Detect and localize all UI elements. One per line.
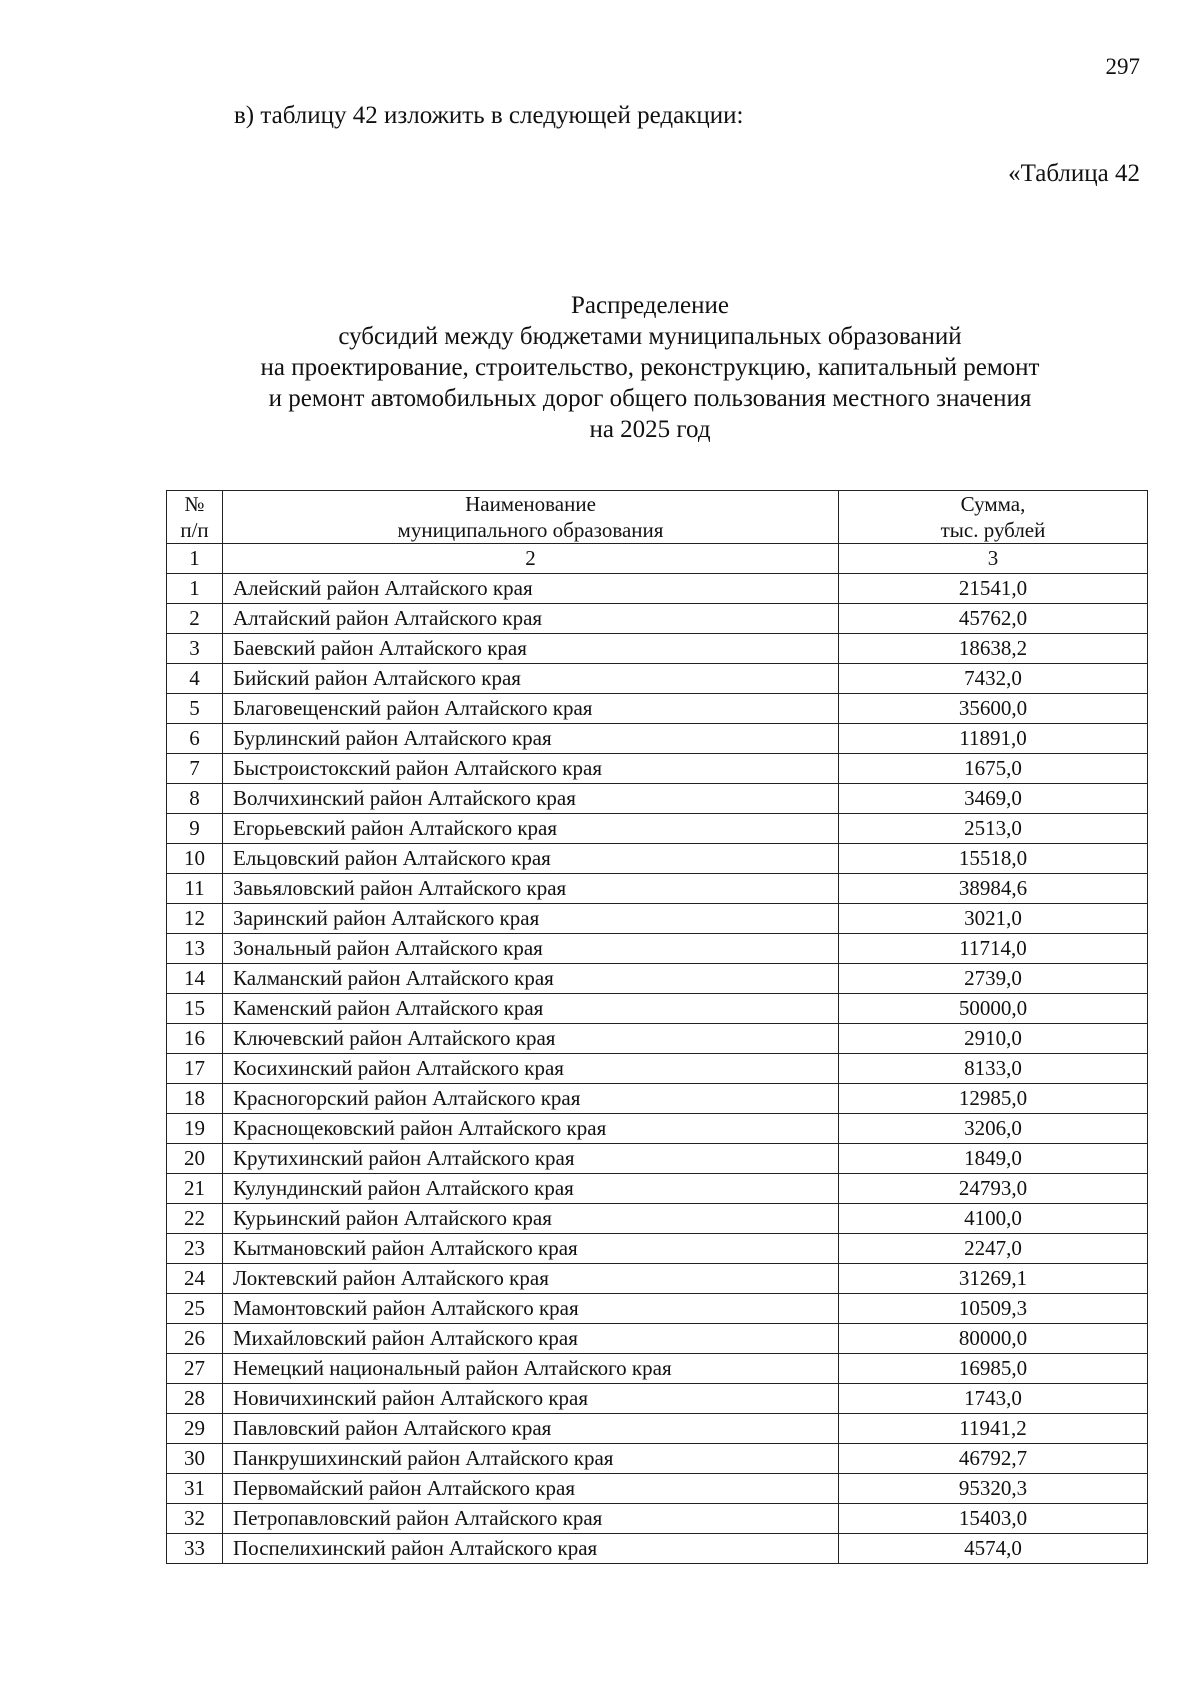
table-header xyxy=(167,491,1148,574)
table-row xyxy=(167,1354,1148,1384)
table-row xyxy=(167,934,1148,964)
column-number: 3 xyxy=(839,544,1148,574)
table-row xyxy=(167,1504,1148,1534)
municipality-name-cell: Зональный район Алтайского края xyxy=(223,934,839,964)
row-number-cell: 30 xyxy=(167,1444,223,1474)
row-number-cell: 29 xyxy=(167,1414,223,1444)
table-reference: «Таблица 42 xyxy=(1008,160,1140,187)
subsidy-amount-cell: 38984,6 xyxy=(839,874,1148,904)
page-number: 297 xyxy=(1105,54,1140,79)
municipality-name-cell: Благовещенский район Алтайского края xyxy=(223,694,839,724)
municipality-name-cell: Бурлинский район Алтайского края xyxy=(223,724,839,754)
municipality-name-cell: Баевский район Алтайского края xyxy=(223,634,839,664)
header-num-line: № xyxy=(184,492,205,516)
header-name xyxy=(223,491,839,544)
row-number-cell: 20 xyxy=(167,1144,223,1174)
subsidy-amount-cell: 11891,0 xyxy=(839,724,1148,754)
table-row xyxy=(167,994,1148,1024)
row-number-cell: 10 xyxy=(167,844,223,874)
table-row xyxy=(167,1324,1148,1354)
row-number-cell: 18 xyxy=(167,1084,223,1114)
table-row xyxy=(167,874,1148,904)
row-number-cell: 9 xyxy=(167,814,223,844)
subsidy-amount-cell: 31269,1 xyxy=(839,1264,1148,1294)
municipality-name-cell: Красногорский район Алтайского края xyxy=(223,1084,839,1114)
subsidy-amount-cell: 50000,0 xyxy=(839,994,1148,1024)
subsidy-amount-cell: 2247,0 xyxy=(839,1234,1148,1264)
header-sum-line: Сумма, xyxy=(960,492,1026,516)
subsidy-amount-cell: 21541,0 xyxy=(839,574,1148,604)
table-row xyxy=(167,1084,1148,1114)
row-number-cell: 8 xyxy=(167,784,223,814)
municipality-name-cell: Крутихинский район Алтайского края xyxy=(223,1144,839,1174)
subsidy-amount-cell: 10509,3 xyxy=(839,1294,1148,1324)
subsidy-amount-cell: 12985,0 xyxy=(839,1084,1148,1114)
table-row xyxy=(167,1414,1148,1444)
table-row xyxy=(167,784,1148,814)
table-row xyxy=(167,754,1148,784)
table-row xyxy=(167,1114,1148,1144)
header-name-line: муниципального образования xyxy=(397,518,664,542)
row-number-cell: 24 xyxy=(167,1264,223,1294)
table-row xyxy=(167,574,1148,604)
subsidy-amount-cell: 15403,0 xyxy=(839,1504,1148,1534)
header-num xyxy=(167,491,223,544)
subsidy-amount-cell: 4100,0 xyxy=(839,1204,1148,1234)
row-number-cell: 25 xyxy=(167,1294,223,1324)
title-line: Распределение xyxy=(571,292,729,319)
municipality-name-cell: Косихинский район Алтайского края xyxy=(223,1054,839,1084)
row-number-cell: 31 xyxy=(167,1474,223,1504)
table-title xyxy=(166,290,1134,445)
subsidy-amount-cell: 4574,0 xyxy=(839,1534,1148,1564)
subsidy-amount-cell: 3469,0 xyxy=(839,784,1148,814)
row-number-cell: 14 xyxy=(167,964,223,994)
subsidy-amount-cell: 3206,0 xyxy=(839,1114,1148,1144)
subsidy-amount-cell: 2910,0 xyxy=(839,1024,1148,1054)
title-line: на проектирование, строительство, реконструкцию, капитальный ремонт xyxy=(260,354,1040,381)
title-line: субсидий между бюджетами муниципальных образований xyxy=(338,323,962,350)
table-row xyxy=(167,634,1148,664)
municipality-name-cell: Мамонтовский район Алтайского края xyxy=(223,1294,839,1324)
subsidy-amount-cell: 18638,2 xyxy=(839,634,1148,664)
table-row xyxy=(167,1174,1148,1204)
row-number-cell: 5 xyxy=(167,694,223,724)
row-number-cell: 27 xyxy=(167,1354,223,1384)
row-number-cell: 16 xyxy=(167,1024,223,1054)
column-number: 2 xyxy=(223,544,839,574)
subsidy-amount-cell: 95320,3 xyxy=(839,1474,1148,1504)
row-number-cell: 28 xyxy=(167,1384,223,1414)
table-row xyxy=(167,1534,1148,1564)
row-number-cell: 15 xyxy=(167,994,223,1024)
subsidy-amount-cell: 2513,0 xyxy=(839,814,1148,844)
municipality-name-cell: Курьинский район Алтайского края xyxy=(223,1204,839,1234)
municipality-name-cell: Панкрушихинский район Алтайского края xyxy=(223,1444,839,1474)
header-sum xyxy=(839,491,1148,544)
subsidy-amount-cell: 24793,0 xyxy=(839,1174,1148,1204)
table-row xyxy=(167,964,1148,994)
municipality-name-cell: Алейский район Алтайского края xyxy=(223,574,839,604)
row-number-cell: 4 xyxy=(167,664,223,694)
subsidy-amount-cell: 45762,0 xyxy=(839,604,1148,634)
row-number-cell: 13 xyxy=(167,934,223,964)
header-sum-line: тыс. рублей xyxy=(940,518,1046,542)
table-row xyxy=(167,664,1148,694)
row-number-cell: 33 xyxy=(167,1534,223,1564)
row-number-cell: 1 xyxy=(167,574,223,604)
municipality-name-cell: Локтевский район Алтайского края xyxy=(223,1264,839,1294)
subsidy-amount-cell: 2739,0 xyxy=(839,964,1148,994)
municipality-name-cell: Поспелихинский район Алтайского края xyxy=(223,1534,839,1564)
subsidy-amount-cell: 35600,0 xyxy=(839,694,1148,724)
table-row xyxy=(167,1264,1148,1294)
row-number-cell: 3 xyxy=(167,634,223,664)
table-row xyxy=(167,1444,1148,1474)
title-line: на 2025 год xyxy=(589,416,711,443)
instruction-text: в) таблицу 42 изложить в следующей редакции: xyxy=(234,102,744,129)
municipality-name-cell: Ключевский район Алтайского края xyxy=(223,1024,839,1054)
row-number-cell: 22 xyxy=(167,1204,223,1234)
municipality-name-cell: Павловский район Алтайского края xyxy=(223,1414,839,1444)
municipality-name-cell: Первомайский район Алтайского края xyxy=(223,1474,839,1504)
subsidy-amount-cell: 46792,7 xyxy=(839,1444,1148,1474)
municipality-name-cell: Заринский район Алтайского края xyxy=(223,904,839,934)
table-row xyxy=(167,814,1148,844)
municipality-name-cell: Егорьевский район Алтайского края xyxy=(223,814,839,844)
title-line: и ремонт автомобильных дорог общего пользования местного значения xyxy=(268,385,1032,412)
row-number-cell: 2 xyxy=(167,604,223,634)
table-row xyxy=(167,844,1148,874)
column-number: 1 xyxy=(167,544,223,574)
municipality-name-cell: Быстроистокский район Алтайского края xyxy=(223,754,839,784)
table-row xyxy=(167,1204,1148,1234)
municipality-name-cell: Немецкий национальный район Алтайского края xyxy=(223,1354,839,1384)
row-number-cell: 32 xyxy=(167,1504,223,1534)
municipality-name-cell: Краснощековский район Алтайского края xyxy=(223,1114,839,1144)
municipality-name-cell: Бийский район Алтайского края xyxy=(223,664,839,694)
municipality-name-cell: Алтайский район Алтайского края xyxy=(223,604,839,634)
row-number-cell: 23 xyxy=(167,1234,223,1264)
row-number-cell: 7 xyxy=(167,754,223,784)
column-number-row xyxy=(167,544,1148,574)
table-row xyxy=(167,1024,1148,1054)
table-row xyxy=(167,904,1148,934)
subsidy-amount-cell: 80000,0 xyxy=(839,1324,1148,1354)
table-row xyxy=(167,1234,1148,1264)
subsidy-amount-cell: 8133,0 xyxy=(839,1054,1148,1084)
header-name-line: Наименование xyxy=(465,492,596,516)
municipality-name-cell: Калманский район Алтайского края xyxy=(223,964,839,994)
subsidy-amount-cell: 1849,0 xyxy=(839,1144,1148,1174)
table-body xyxy=(167,574,1148,1564)
subsidy-amount-cell: 15518,0 xyxy=(839,844,1148,874)
subsidy-amount-cell: 1743,0 xyxy=(839,1384,1148,1414)
subsidy-amount-cell: 1675,0 xyxy=(839,754,1148,784)
municipality-name-cell: Ельцовский район Алтайского края xyxy=(223,844,839,874)
municipality-name-cell: Волчихинский район Алтайского края xyxy=(223,784,839,814)
row-number-cell: 26 xyxy=(167,1324,223,1354)
row-number-cell: 19 xyxy=(167,1114,223,1144)
table-row xyxy=(167,1384,1148,1414)
table-row xyxy=(167,1144,1148,1174)
municipality-name-cell: Петропавловский район Алтайского края xyxy=(223,1504,839,1534)
municipality-name-cell: Новичихинский район Алтайского края xyxy=(223,1384,839,1414)
municipality-name-cell: Кытмановский район Алтайского края xyxy=(223,1234,839,1264)
municipality-name-cell: Кулундинский район Алтайского края xyxy=(223,1174,839,1204)
table-row xyxy=(167,724,1148,754)
row-number-cell: 21 xyxy=(167,1174,223,1204)
subsidy-amount-cell: 11714,0 xyxy=(839,934,1148,964)
table-row xyxy=(167,694,1148,724)
subsidy-amount-cell: 3021,0 xyxy=(839,904,1148,934)
table-row xyxy=(167,1294,1148,1324)
municipality-name-cell: Завьяловский район Алтайского края xyxy=(223,874,839,904)
row-number-cell: 6 xyxy=(167,724,223,754)
row-number-cell: 17 xyxy=(167,1054,223,1084)
subsidy-amount-cell: 7432,0 xyxy=(839,664,1148,694)
header-row xyxy=(167,491,1148,544)
row-number-cell: 11 xyxy=(167,874,223,904)
municipality-name-cell: Каменский район Алтайского края xyxy=(223,994,839,1024)
municipality-name-cell: Михайловский район Алтайского края xyxy=(223,1324,839,1354)
header-num-line: п/п xyxy=(180,518,209,542)
row-number-cell: 12 xyxy=(167,904,223,934)
table-row xyxy=(167,1054,1148,1084)
table-row xyxy=(167,1474,1148,1504)
subsidy-amount-cell: 16985,0 xyxy=(839,1354,1148,1384)
table-row xyxy=(167,604,1148,634)
subsidy-amount-cell: 11941,2 xyxy=(839,1414,1148,1444)
subsidy-table xyxy=(166,490,1148,1564)
